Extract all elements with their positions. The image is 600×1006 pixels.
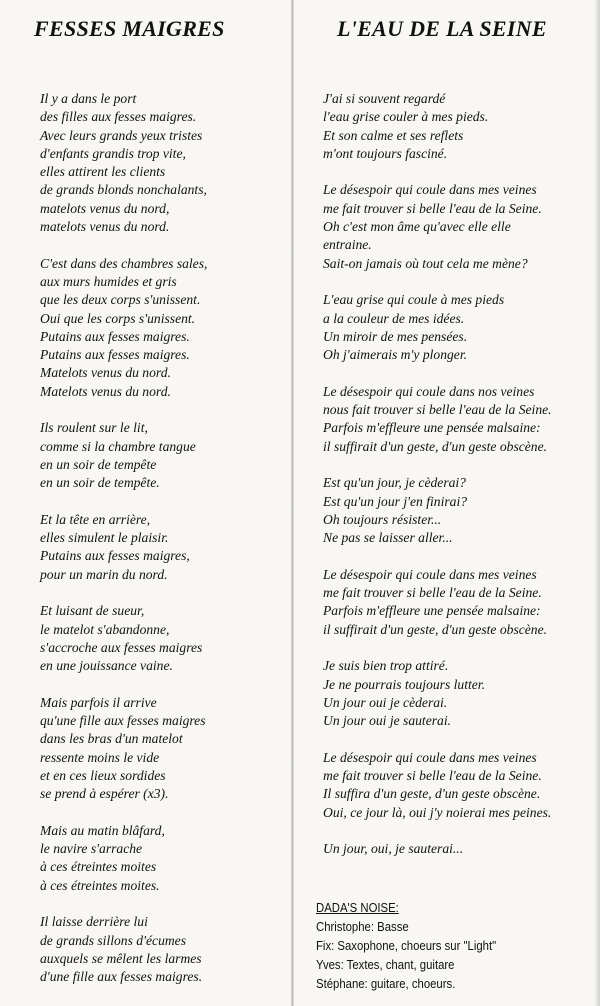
poem-line: le navire s'arrache	[40, 841, 143, 857]
poem-line: elles attirent les clients	[40, 164, 166, 180]
poem-line: C'est dans des chambres sales,	[40, 255, 208, 271]
poem-line: a la couleur de mes idées.	[323, 310, 465, 326]
poem-line: m'ont toujours fasciné.	[323, 145, 448, 161]
poem-line: Et luisant de sueur,	[40, 603, 145, 619]
right-stanza	[323, 383, 591, 456]
right-stanza	[323, 749, 591, 822]
left-poem	[40, 90, 290, 1005]
poem-line: de grands blonds nonchalants,	[40, 182, 207, 198]
poem-line: Est qu'un jour j'en finirai?	[323, 493, 468, 509]
poem-line: de grands sillons d'écumes	[40, 932, 187, 948]
poem-line: en un soir de tempête.	[40, 475, 160, 491]
poem-line: Putains aux fesses maigres.	[40, 328, 190, 344]
poem-line: aux murs humides et gris	[40, 273, 177, 289]
left-stanza	[40, 511, 290, 584]
right-poem	[323, 90, 591, 877]
right-stanza	[323, 566, 591, 639]
poem-line: Parfois m'effleure une pensée malsaine:	[323, 420, 541, 436]
right-stanza	[323, 291, 591, 364]
poem-line: Oh c'est mon âme qu'avec elle elle	[323, 219, 511, 235]
poem-line: elles simulent le plaisir.	[40, 530, 169, 546]
poem-line: Oh toujours résister...	[323, 511, 442, 527]
poem-line: Le désespoir qui coule dans mes veines	[323, 182, 537, 198]
poem-line: Oui, ce jour là, oui j'y noierai mes peines.	[323, 804, 552, 820]
poem-line: Matelots venus du nord.	[40, 383, 171, 399]
poem-line: que les deux corps s'unissent.	[40, 292, 201, 308]
poem-line: Parfois m'effleure une pensée malsaine:	[323, 603, 541, 619]
poem-line: il suffirait d'un geste, d'un geste obscène.	[323, 438, 548, 454]
left-stanza	[40, 90, 290, 236]
poem-line: ressente moins le vide	[40, 749, 160, 765]
poem-line: me fait trouver si belle l'eau de la Seine.	[323, 200, 542, 216]
poem-line: en un soir de tempête	[40, 456, 157, 472]
poem-line: Et la tête en arrière,	[40, 511, 151, 527]
left-stanza	[40, 694, 290, 804]
poem-line: dans les bras d'un matelot	[40, 731, 183, 747]
poem-line: des filles aux fesses maigres.	[40, 109, 197, 125]
right-stanza	[323, 657, 591, 730]
poem-line: qu'une fille aux fesses maigres	[40, 713, 206, 729]
poem-line: à ces étreintes moites.	[40, 877, 160, 893]
poem-line: le matelot s'abandonne,	[40, 621, 170, 637]
poem-line: J'ai si souvent regardé	[323, 91, 446, 106]
poem-line: auxquels se mêlent les larmes	[40, 950, 202, 966]
poem-line: Le désespoir qui coule dans nos veines	[323, 383, 535, 399]
right-stanza	[323, 474, 591, 547]
poem-line: entraine.	[323, 237, 372, 253]
poem-line: me fait trouver si belle l'eau de la Seine.	[323, 585, 542, 601]
poem-line: Un jour, oui, je sauterai...	[323, 841, 464, 857]
poem-line: Je suis bien trop attiré.	[323, 658, 449, 674]
band-member: Yves: Textes, chant, guitare	[316, 957, 455, 972]
poem-line: nous fait trouver si belle l'eau de la Seine.	[323, 402, 552, 418]
poem-line: Sait-on jamais où tout cela me mène?	[323, 255, 528, 271]
poem-line: Un jour oui je cèderai.	[323, 694, 448, 710]
band-member: Stéphane: guitare, choeurs.	[316, 976, 456, 991]
left-stanza	[40, 822, 290, 895]
left-stanza	[40, 602, 290, 675]
poem-line: Ils roulent sur le lit,	[40, 420, 148, 436]
poem-line: Oh j'aimerais m'y plonger.	[323, 347, 468, 363]
page-fold	[291, 0, 294, 1006]
poem-line: Je ne pourrais toujours lutter.	[323, 676, 485, 692]
poem-line: Un jour oui je sauterai.	[323, 713, 452, 729]
poem-line: s'accroche aux fesses maigres	[40, 639, 203, 655]
poem-line: il suffirait d'un geste, d'un geste obscène.	[323, 621, 548, 637]
band-member: Christophe: Basse	[316, 919, 409, 934]
poem-line: pour un marin du nord.	[40, 566, 168, 582]
poem-line: à ces étreintes moites	[40, 859, 157, 875]
poem-line: Mais parfois il arrive	[40, 694, 157, 710]
poem-line: Il suffira d'un geste, d'un geste obscène.	[323, 786, 541, 802]
poem-line: me fait trouver si belle l'eau de la Seine.	[323, 767, 542, 783]
poem-line: Un miroir de mes pensées.	[323, 328, 468, 344]
poem-line: Mais au matin blâfard,	[40, 822, 165, 838]
poem-line: Avec leurs grands yeux tristes	[40, 127, 203, 143]
poem-line: matelots venus du nord.	[40, 219, 170, 235]
band-credits	[316, 898, 496, 993]
right-stanza	[323, 90, 591, 163]
poem-line: Putains aux fesses maigres.	[40, 347, 190, 363]
poem-line: Le désespoir qui coule dans mes veines	[323, 749, 537, 765]
poem-line: Oui que les corps s'unissent.	[40, 310, 196, 326]
credits-heading: DADA'S NOISE:	[316, 900, 399, 915]
poem-line: Le désespoir qui coule dans mes veines	[323, 566, 537, 582]
poem-line: Ne pas se laisser aller...	[323, 530, 453, 546]
poem-line: Il y a dans le port	[40, 91, 137, 106]
poem-line: d'une fille aux fesses maigres.	[40, 969, 203, 985]
poem-line: se prend à espérer (x3).	[40, 786, 169, 802]
left-stanza	[40, 419, 290, 492]
left-stanza	[40, 255, 290, 401]
left-poem-title: FESSES MAIGRES	[34, 16, 225, 41]
poem-line: comme si la chambre tangue	[40, 438, 196, 454]
poem-line: Matelots venus du nord.	[40, 365, 171, 381]
poem-line: matelots venus du nord,	[40, 200, 170, 216]
poem-line: Et son calme et ses reflets	[323, 127, 464, 143]
poem-line: Est qu'un jour, je cèderai?	[323, 475, 466, 491]
right-stanza	[323, 181, 591, 272]
poem-line: L'eau grise qui coule à mes pieds	[323, 292, 505, 308]
right-stanza	[323, 840, 591, 858]
member-list	[316, 917, 496, 993]
left-stanza	[40, 913, 290, 986]
poem-line: et en ces lieux sordides	[40, 767, 166, 783]
poem-line: Putains aux fesses maigres,	[40, 548, 190, 564]
poem-line: en une jouissance vaine.	[40, 658, 173, 674]
poem-line: d'enfants grandis trop vite,	[40, 145, 186, 161]
poem-line: l'eau grise couler à mes pieds.	[323, 109, 489, 125]
paper-edge	[594, 0, 600, 1006]
band-member: Fix: Saxophone, choeurs sur "Light"	[316, 938, 497, 953]
right-poem-title: L'EAU DE LA SEINE	[337, 16, 547, 41]
poem-line: Il laisse derrière lui	[40, 914, 148, 930]
